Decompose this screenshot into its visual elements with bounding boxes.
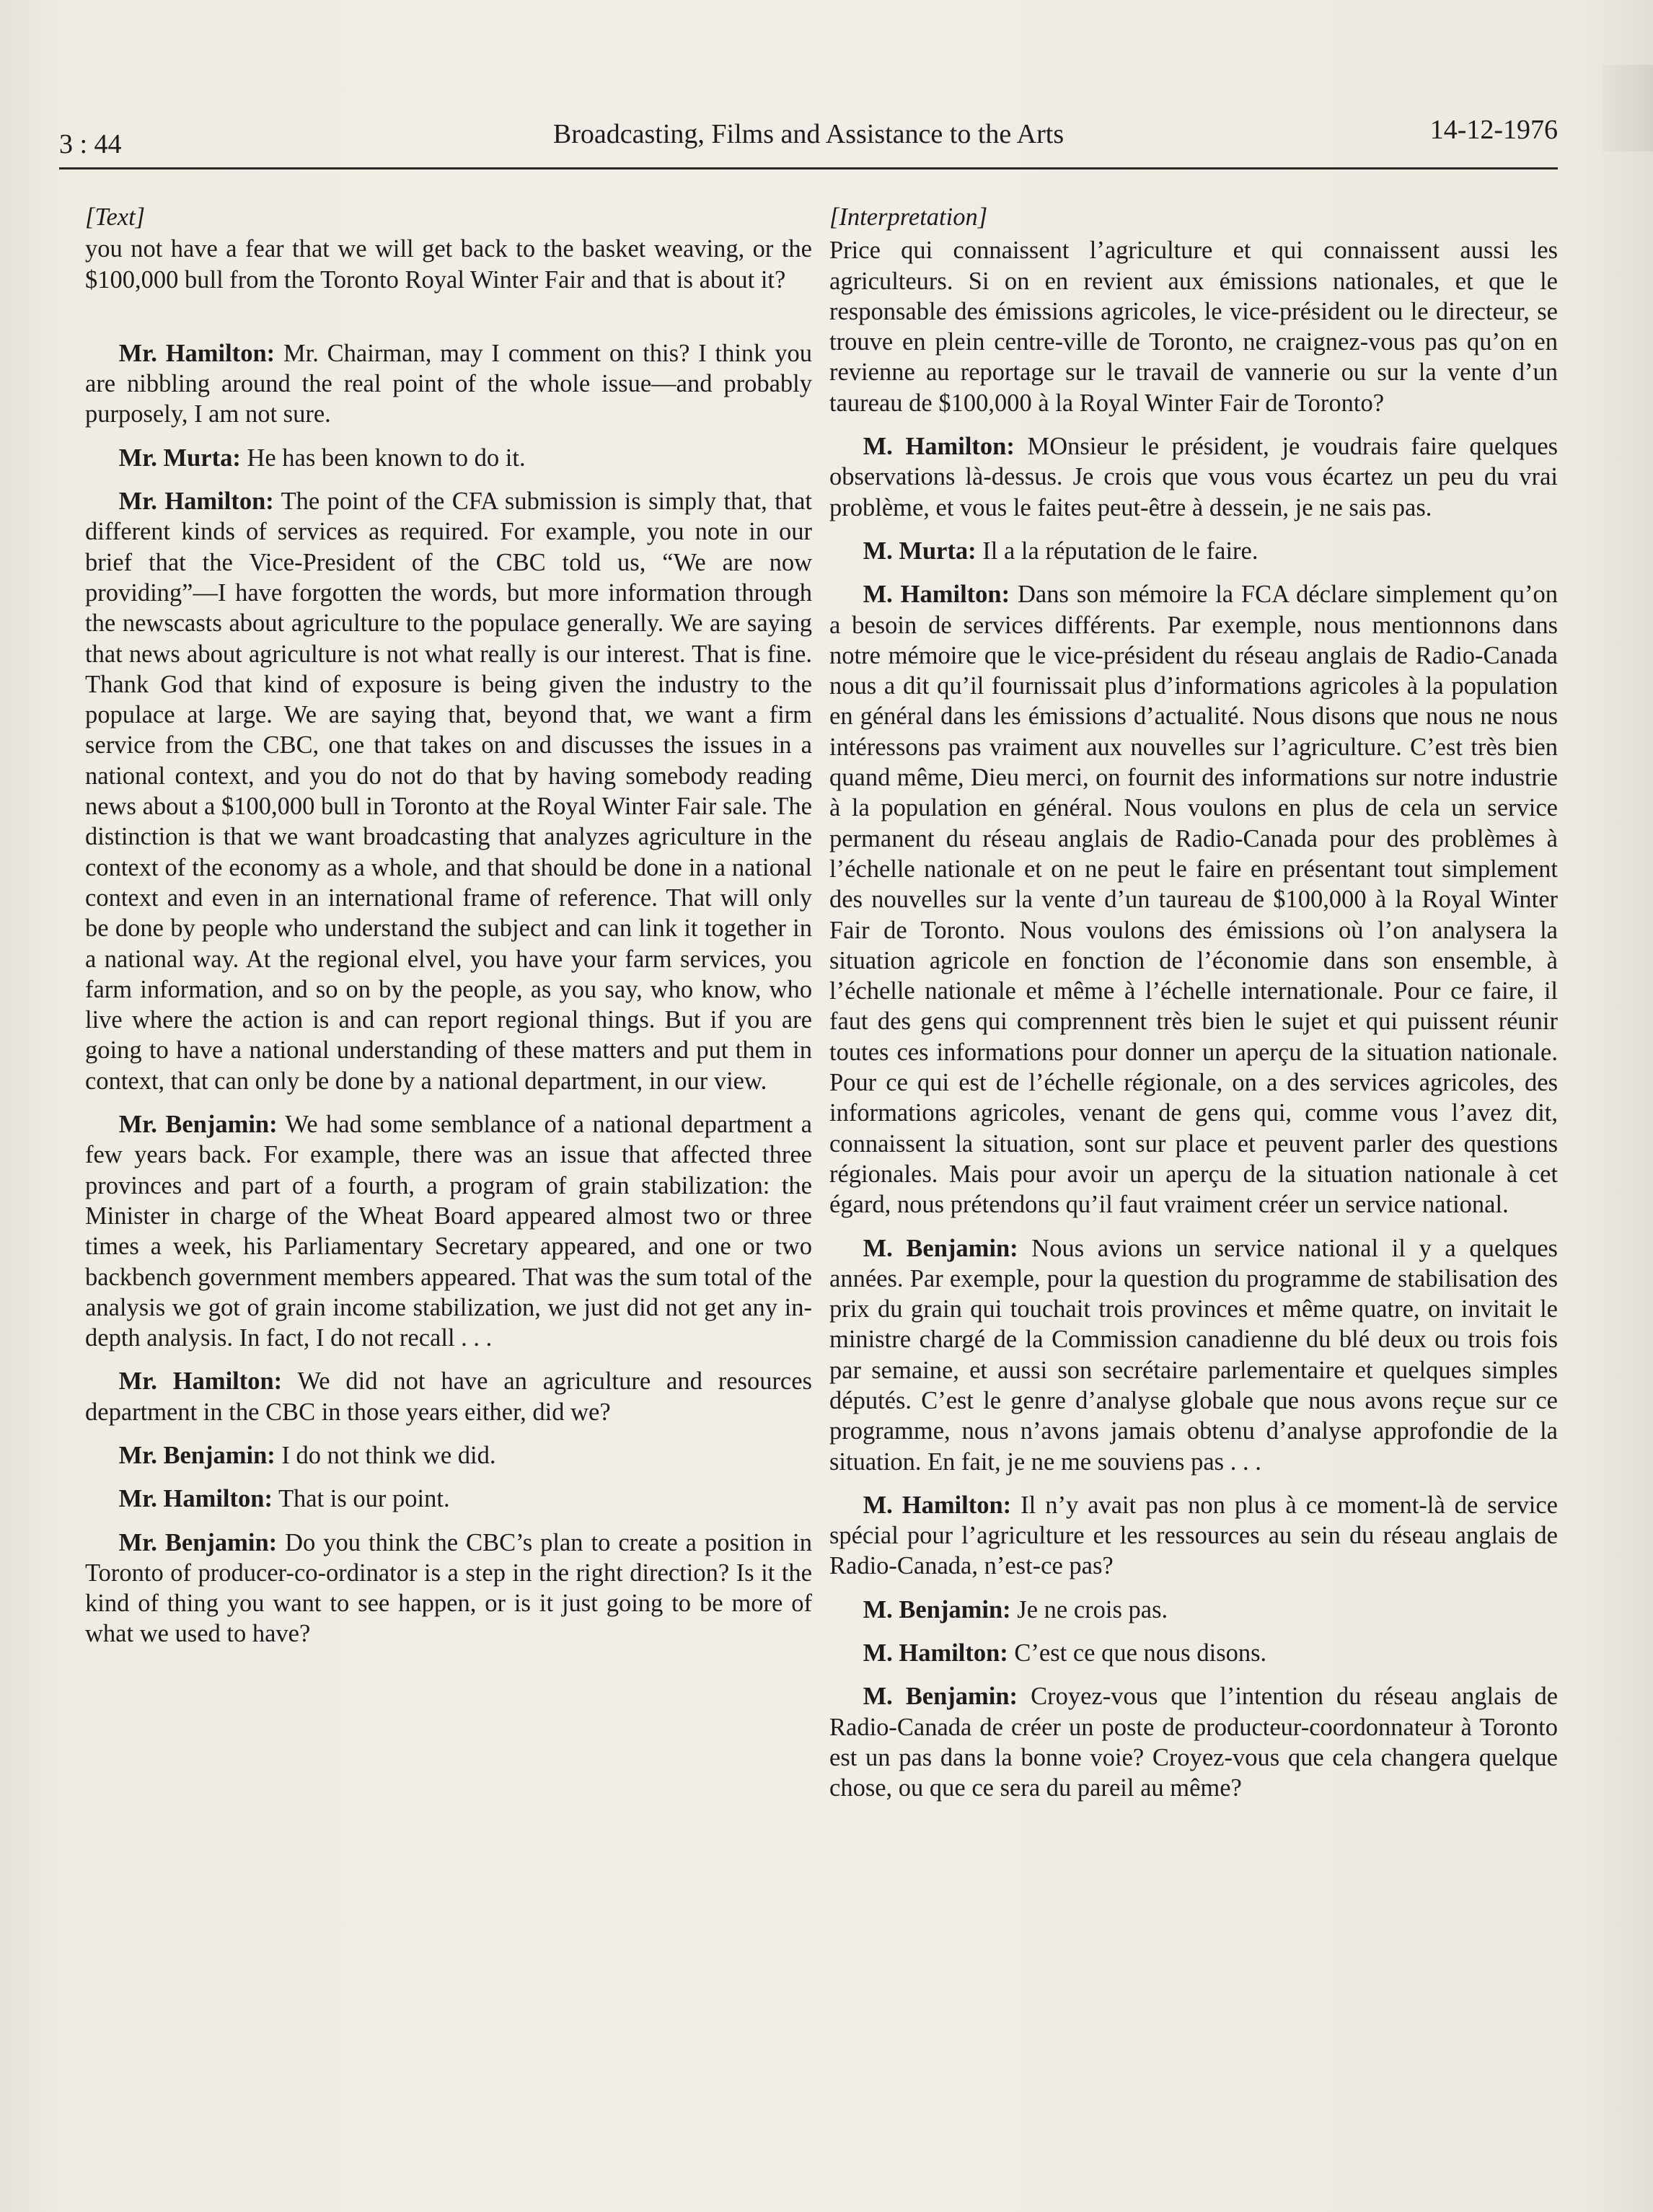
paragraph: Mr. Benjamin: I do not think we did. <box>118 1441 496 1469</box>
paragraph: Mr. Murta: He has been known to do it. <box>118 444 526 472</box>
paragraph: Mr. Benjamin: Do you think the CBC’s plan to create a position in Toronto of producer-co-ordinator is a step in the right direction? Is it the kind of thing you want to see happen, or is it just going to be more of what we used to have? <box>85 1528 812 1648</box>
speaker-name: M. Hamilton: <box>863 1491 1012 1519</box>
paragraph: Mr. Hamilton: That is our point. <box>118 1485 450 1513</box>
section-label-text: [Text] <box>85 203 146 231</box>
speaker-name: Mr. Benjamin: <box>118 1528 278 1556</box>
paragraph: Mr. Hamilton: We did not have an agriculture and resources department in the CBC in those years either, did we? <box>85 1367 812 1426</box>
speaker-name: M. Hamilton: <box>863 1639 1008 1667</box>
spacer <box>85 430 812 443</box>
paragraph: M. Hamilton: Dans son mémoire la FCA déclare simplement qu’on a besoin de services différents. Par exemple, nous mentionnons dans notre mémoire que le vice-président du réseau anglais de Radio-Canada nous a dit qu’il fournissait plus d’informations agricoles à la population en général dans les émissions d’actualité. Nous disons que nous ne nous intéressons pas vraiment aux nouvelles sur l’agriculture. C’est très bien quand même, Dieu merci, on fournit des informations sur notre industrie à la population en général. Nous voulons en plus de cela un service permanent du réseau anglais de Radio-Canada pour des problèmes à l’échelle nationale et on ne peut le faire en présentant tout simplement des nouvelles sur la vente d’un taureau de $100,000 à la Royal Winter Fair de Toronto. Nous voulons des émissions où l’on analysera la situation agricole en fonction de l’économie dans son ensemble, à l’échelle nationale et même à l’échelle internationale. Pour ce faire, il faut des gens qui comprennent très bien le sujet et qui puissent réunir toutes ces informations pour donner un aperçu de la situation nationale. Pour ce qui est de l’échelle régionale, on a des services agricoles, des informations agricoles, venant de gens qui, comme vous l’avez dit, connaissent la situation, sont sur place et peuvent parler des questions régionales. Mais pour avoir un aperçu de la situation nationale à cet égard, nous prétendons qu’il faut vraiment créer un service national. <box>829 581 1558 1219</box>
page-title: Broadcasting, Films and Assistance to the Arts <box>552 119 1064 149</box>
speaker-name: Mr. Hamilton: <box>118 1367 283 1396</box>
spacer <box>85 473 812 486</box>
speaker-name: M. Hamilton: <box>863 433 1015 461</box>
spacer <box>829 1220 1558 1233</box>
speaker-name: Mr. Hamilton: <box>118 488 274 516</box>
speaker-name: M. Benjamin: <box>863 1683 1018 1711</box>
spacer <box>85 1471 812 1484</box>
english-column <box>85 202 812 1649</box>
spacer <box>829 1668 1558 1681</box>
spacer <box>85 1427 812 1440</box>
spacer <box>85 1096 812 1109</box>
speaker-name: M. Murta: <box>863 537 977 565</box>
spacer <box>829 1477 1558 1490</box>
paragraph: M. Hamilton: MOnsieur le président, je voudrais faire quelques observations là-dessus. Je crois que vous vous écartez un peu du vrai problème, et vous le faites peut-être à dessein, je ne sais pas. <box>829 433 1558 521</box>
paragraph: M. Benjamin: Je ne crois pas. <box>863 1595 1168 1623</box>
spacer <box>829 1582 1558 1595</box>
spacer <box>829 1625 1558 1638</box>
paragraph: M. Murta: Il a la réputation de le faire. <box>863 537 1259 565</box>
spacer <box>829 418 1558 431</box>
speaker-name: Mr. Benjamin: <box>118 1441 276 1469</box>
spacer <box>829 523 1558 536</box>
spacer <box>829 566 1558 579</box>
speaker-name: Mr. Hamilton: <box>118 339 276 367</box>
page-number: 3 : 44 <box>59 129 122 159</box>
section-label-interpretation: [Interpretation] <box>829 203 988 231</box>
paragraph: M. Hamilton: C’est ce que nous disons. <box>863 1639 1267 1667</box>
paragraph: M. Hamilton: Il n’y avait pas non plus à ce moment-là de service spécial pour l’agriculture et les ressources au sein du réseau anglais de Radio-Canada, n’est-ce pas? <box>829 1491 1558 1580</box>
french-column <box>829 202 1558 1804</box>
paragraph: M. Benjamin: Nous avions un service national il y a quelques années. Par exemple, pour la question du programme de stabilisation des prix du grain qui touchait trois provinces et même quatre, on invitait le ministre chargé de la Commission canadienne du blé deux ou trois fois par semaine, et aussi son secrétaire parlementaire et quelques simples députés. C’est le genre d’analyse globale que nous avons reçue sur ce programme, nous n’avons jamais obtenu d’analyse approfondie de la situation. En fait, je ne me souviens pas . . . <box>829 1234 1558 1476</box>
page-edge-shadow <box>1603 65 1653 151</box>
page-date: 14-12-1976 <box>1429 115 1558 145</box>
paragraph: Price qui connaissent l’agriculture et qui connaissent aussi les agriculteurs. Si on en revient aux émissions nationales, et que le responsable des émissions agricoles, le vice-président ou le directeur, se trouve en plein centre-ville de Toronto, ne craignez-vous pas qu’on en revienne au reportage sur le travail de vannerie ou sur la vente d’un taureau de $100,000 à la Royal Winter Fair de Toronto? <box>829 237 1558 417</box>
speaker-name: M. Benjamin: <box>863 1595 1011 1623</box>
speaker-name: Mr. Hamilton: <box>118 1485 273 1513</box>
speaker-name: M. Benjamin: <box>863 1234 1018 1262</box>
speaker-name: Mr. Benjamin: <box>118 1111 278 1139</box>
header-rule <box>59 167 1558 169</box>
paragraph: Mr. Benjamin: We had some semblance of a national department a few years back. For example, there was an issue that affected three provinces and part of a fourth, a program of grain stabilization: the Minister in charge of the Wheat Board appeared almost two or three times a week, his Parliamentary Secretary appeared, and one or two backbench government members appeared. That was the sum total of the analysis we got of grain income stabilization, we just did not get any in-depth analysis. In fact, I do not recall . . . <box>85 1111 812 1352</box>
speaker-name: M. Hamilton: <box>863 581 1010 609</box>
spacer <box>85 1515 812 1528</box>
paragraph: you not have a fear that we will get back to the basket weaving, or the $100,000 bull from the Toronto Royal Winter Fair and that is about it? <box>85 235 812 294</box>
paragraph: Mr. Hamilton: The point of the CFA submission is simply that, that different kinds of services as required. For example, you note in our brief that the Vice-President of the CBC told us, “We are now providing”—I have forgotten the words, but more information through the newscasts about agriculture to the populace generally. We are saying that news about agriculture is not what really is our interest. That is fine. Thank God that kind of exposure is being given the industry to the populace at large. We are saying that, beyond that, we want a firm service from the CBC, one that takes on and discusses the issues in a national context, and you do not do that by having somebody reading news about a $100,000 bull in Toronto at the Royal Winter Fair sale. The distinction is that we want broadcasting that analyzes agriculture in the context of the economy as a whole, and that should be done in a national context and even in an international frame of reference. That will only be done by people who understand the subject and can link it together in a national way. At the regional elvel, you have your farm services, you farm information, and so on by the people, as you say, who know, who live where the action is and can report regional things. But if you are going to have a national understanding of these matters and put them in context, that can only be done by a national department, in our view. <box>85 488 812 1095</box>
page-header <box>59 114 1558 157</box>
spacer <box>85 295 812 338</box>
paragraph: M. Benjamin: Croyez-vous que l’intention du réseau anglais de Radio-Canada de créer un poste de producteur-coordonnateur à Toronto est un pas dans la bonne voie? Croyez-vous que cela changera quelque chose, ou que ce sera du pareil au même? <box>829 1683 1559 1802</box>
paragraph: Mr. Hamilton: Mr. Chairman, may I comment on this? I think you are nibbling around the real point of the whole issue—and probably purposely, I am not sure. <box>85 339 813 428</box>
spacer <box>85 1353 812 1366</box>
speaker-name: Mr. Murta: <box>118 444 241 472</box>
